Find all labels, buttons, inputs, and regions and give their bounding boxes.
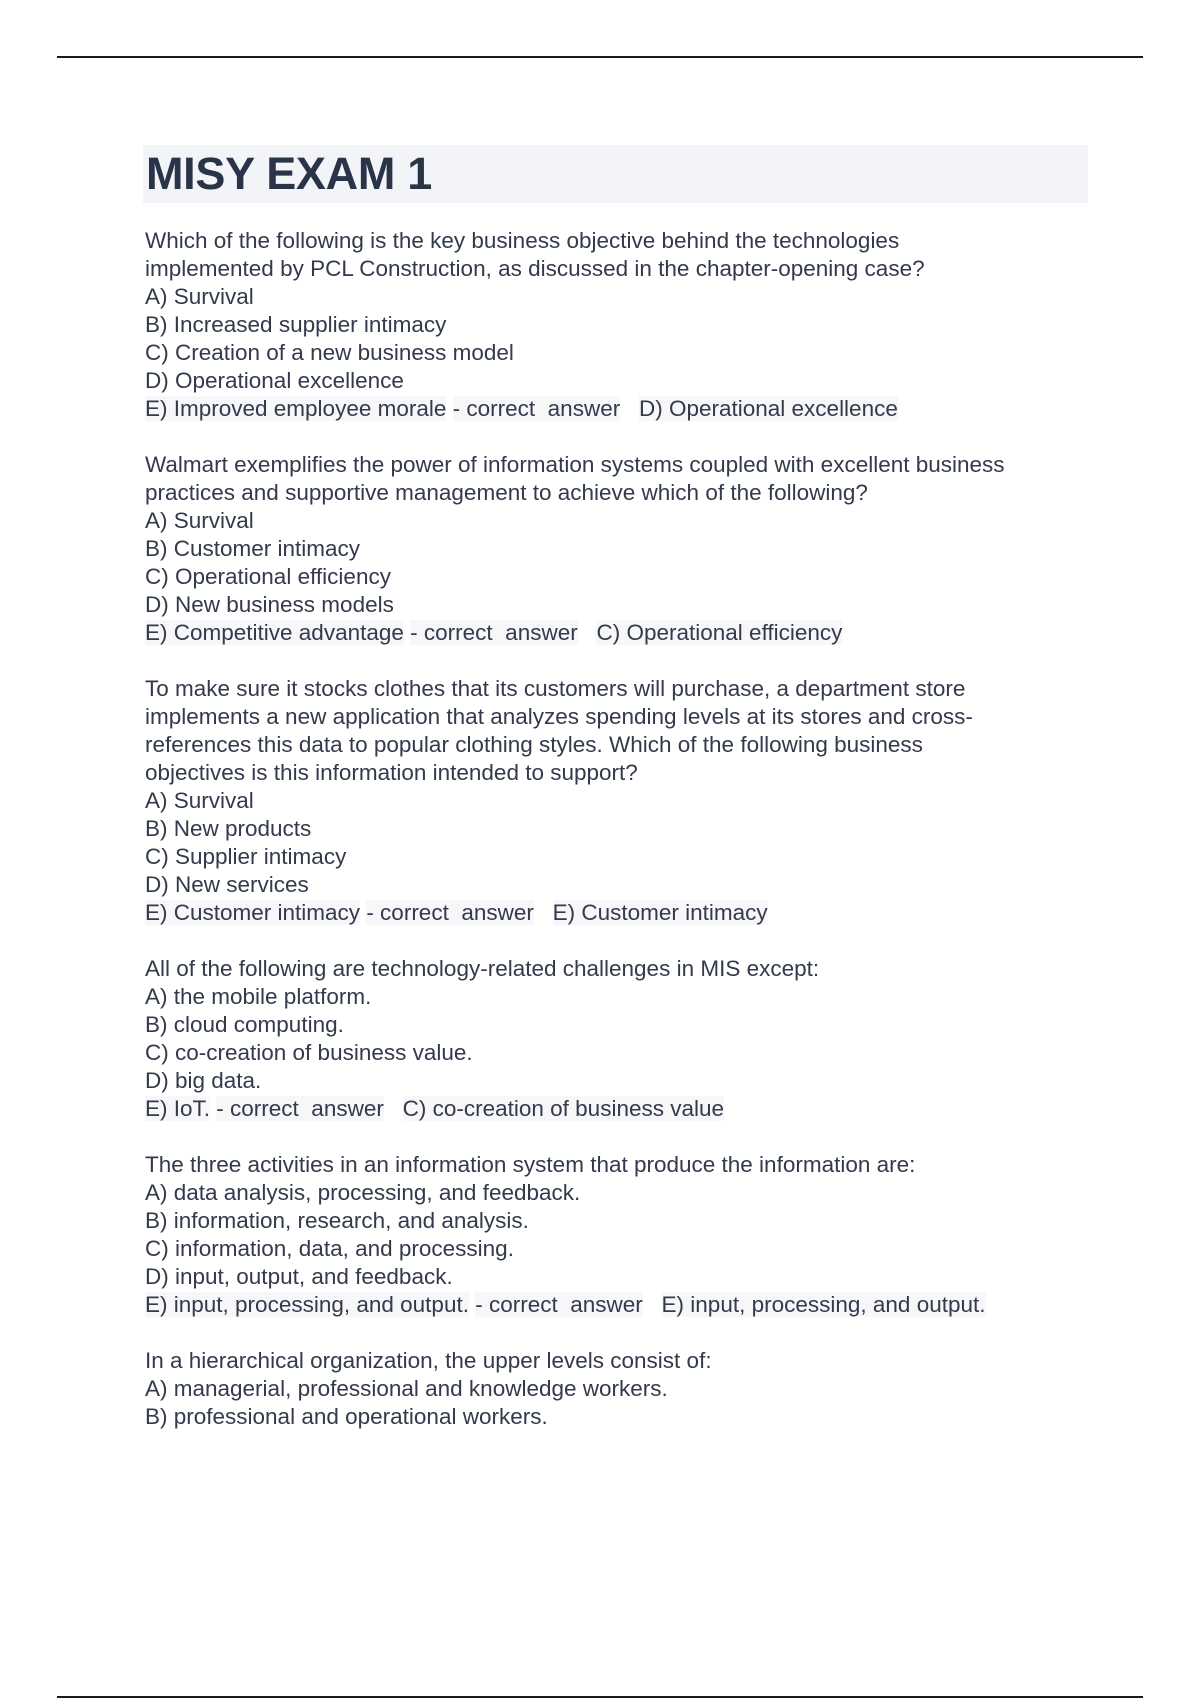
option-e: E) Improved employee morale bbox=[145, 396, 447, 421]
option-b: B) information, research, and analysis. bbox=[145, 1208, 529, 1233]
correct-answer: D) Operational excellence bbox=[638, 396, 898, 421]
option-e-with-answer bbox=[145, 619, 1105, 647]
option-c: C) Operational efficiency bbox=[145, 564, 391, 589]
answer-label: - correct answer bbox=[366, 900, 534, 925]
option-d: D) New services bbox=[145, 872, 309, 897]
question-text: Which of the following is the key business objective behind the technologies implemented by PCL Construction, as discussed in the chapter-opening case? bbox=[145, 228, 925, 281]
option-a: A) Survival bbox=[145, 284, 254, 309]
option-d: D) big data. bbox=[145, 1068, 262, 1093]
option-b: B) cloud computing. bbox=[145, 1012, 344, 1037]
question-5 bbox=[145, 1151, 1105, 1319]
header-rule bbox=[57, 56, 1143, 58]
option-e-with-answer bbox=[145, 899, 1105, 927]
correct-answer: E) input, processing, and output. bbox=[661, 1292, 986, 1317]
option-e: E) Competitive advantage bbox=[145, 620, 404, 645]
option-e-with-answer bbox=[145, 1291, 1105, 1319]
option-a: A) Survival bbox=[145, 788, 254, 813]
correct-answer: C) Operational efficiency bbox=[596, 620, 843, 645]
option-b: B) Customer intimacy bbox=[145, 536, 361, 561]
answer-label: - correct answer bbox=[410, 620, 578, 645]
option-c: C) co-creation of business value. bbox=[145, 1040, 473, 1065]
option-c: C) information, data, and processing. bbox=[145, 1236, 514, 1261]
option-b: B) Increased supplier intimacy bbox=[145, 312, 447, 337]
option-a: A) the mobile platform. bbox=[145, 984, 372, 1009]
option-d: D) Operational excellence bbox=[145, 368, 404, 393]
option-a: A) managerial, professional and knowledge workers. bbox=[145, 1376, 668, 1401]
document-title: MISY EXAM 1 bbox=[146, 148, 432, 199]
option-e: E) IoT. bbox=[145, 1096, 211, 1121]
footer-rule bbox=[57, 1696, 1143, 1698]
question-text: To make sure it stocks clothes that its customers will purchase, a department store implements a new application that analyzes spending levels at its stores and cross- references this data to popular clothing styles. Which of the following business objectives is this information intended to support? bbox=[145, 676, 973, 785]
option-a: A) Survival bbox=[145, 508, 254, 533]
answer-label: - correct answer bbox=[216, 1096, 384, 1121]
option-c: C) Supplier intimacy bbox=[145, 844, 347, 869]
question-text: In a hierarchical organization, the upper levels consist of: bbox=[145, 1348, 712, 1373]
option-e-with-answer bbox=[145, 395, 1105, 423]
option-a: A) data analysis, processing, and feedback. bbox=[145, 1180, 581, 1205]
question-1 bbox=[145, 227, 1105, 423]
option-e: E) input, processing, and output. bbox=[145, 1292, 469, 1317]
question-3 bbox=[145, 675, 1105, 927]
correct-answer: E) Customer intimacy bbox=[552, 900, 768, 925]
question-text: Walmart exemplifies the power of information systems coupled with excellent business practices and supportive management to achieve which of the following? bbox=[145, 452, 1005, 505]
question-4 bbox=[145, 955, 1105, 1123]
question-text: All of the following are technology-related challenges in MIS except: bbox=[145, 956, 820, 981]
option-d: D) input, output, and feedback. bbox=[145, 1264, 453, 1289]
question-6 bbox=[145, 1347, 1105, 1431]
correct-answer: C) co-creation of business value bbox=[402, 1096, 725, 1121]
option-e: E) Customer intimacy bbox=[145, 900, 361, 925]
option-b: B) New products bbox=[145, 816, 312, 841]
option-c: C) Creation of a new business model bbox=[145, 340, 514, 365]
question-2 bbox=[145, 451, 1105, 647]
question-list bbox=[145, 227, 1105, 1459]
option-d: D) New business models bbox=[145, 592, 394, 617]
answer-label: - correct answer bbox=[475, 1292, 643, 1317]
option-b: B) professional and operational workers. bbox=[145, 1404, 548, 1429]
option-e-with-answer bbox=[145, 1095, 1105, 1123]
answer-label: - correct answer bbox=[452, 396, 621, 421]
question-text: The three activities in an information system that produce the information are: bbox=[145, 1152, 916, 1177]
